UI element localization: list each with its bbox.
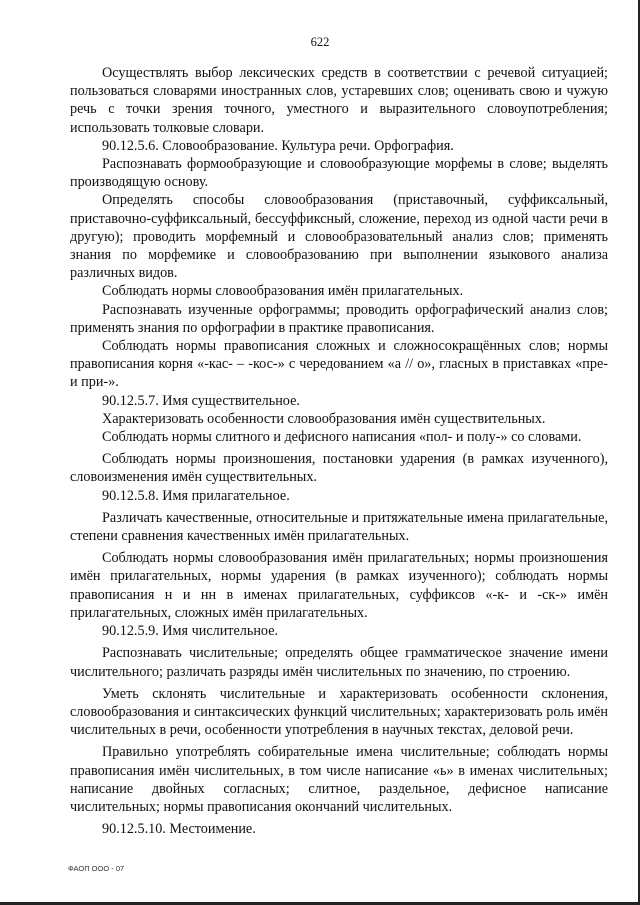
paragraph: Характеризовать особенности словообразования имён существительных. bbox=[102, 410, 546, 427]
paragraph: Различать качественные, относительные и притяжательные имена прилагательные, степени сравнения качественных имён прилагательных. bbox=[70, 509, 608, 545]
document-body bbox=[70, 64, 608, 838]
paragraph: Распознавать числительные; определять общее грамматическое значение имени числительного; различать разряды имён числительных по значению, по строению. bbox=[70, 645, 608, 680]
paragraph: Определять способы словообразования (приставочный, суффиксальный, приставочно-суффиксальный, бессуффиксный, сложение, переход из одной части речи в другую); проводить морфемный и словообразовательный анализ слов; применять знания по морфемике и словообразованию при выполнении языкового анализа различных видов. bbox=[70, 192, 608, 282]
paragraph: Уметь склонять числительные и характеризовать особенности склонения, словообразования и синтаксических функций числительных; характеризовать роль имён числительных в речи, особенности употребления в научных текстах, деловой речи. bbox=[70, 685, 608, 739]
paragraph: Соблюдать нормы произношения, постановки ударения (в рамках изученного), словоизменения имён существительных. bbox=[70, 451, 608, 486]
paragraph: Соблюдать нормы словообразования имён прилагательных; нормы произношения имён прилагательных, нормы ударения (в рамках изученного); соблюдать нормы правописания н и нн в именах прилагательных, суффиксов «-к- и -ск-» имён прилагательных, сложных имён прилагательных. bbox=[70, 550, 608, 621]
document-footer: ФАОП ООО - 07 bbox=[68, 864, 125, 873]
section-heading: 90.12.5.7. Имя существительное. bbox=[102, 392, 300, 409]
section-heading: 90.12.5.9. Имя числительное. bbox=[102, 623, 279, 640]
paragraph: Распознавать формообразующие и словообразующие морфемы в слове; выделять производящую основу. bbox=[70, 156, 608, 191]
paragraph: Правильно употреблять собирательные имена числительные; соблюдать нормы правописания имён числительных, в том числе написание «ь» в именах числительных; написание двойных согласных; слитное, раздельное, дефисное написание числительных; нормы правописания окончаний числительных. bbox=[70, 744, 608, 815]
section-heading: 90.12.5.6. Словообразование. Культура речи. Орфография. bbox=[102, 137, 454, 154]
paragraph: Распознавать изученные орфограммы; проводить орфографический анализ слов; применять знания по орфографии в практике правописания. bbox=[70, 301, 608, 336]
section-heading: 90.12.5.10. Местоимение. bbox=[102, 821, 256, 838]
paragraph: Соблюдать нормы словообразования имён прилагательных. bbox=[102, 283, 464, 300]
section-heading: 90.12.5.8. Имя прилагательное. bbox=[102, 487, 290, 504]
paragraph: Осуществлять выбор лексических средств в соответствии с речевой ситуацией; пользоваться словарями иностранных слов, устаревших слов; оценивать свою и чужую речь с точки зрения точного, уместного и выразительного словоупотребления; использовать толковые словари. bbox=[70, 65, 608, 136]
paragraph: Соблюдать нормы правописания сложных и сложносокращённых слов; нормы правописания корня «-кас- – -кос-» с чередованием «а // о», гласных в приставках «пре- и при-». bbox=[70, 338, 608, 391]
page-number: 622 bbox=[310, 35, 330, 49]
paragraph: Соблюдать нормы слитного и дефисного написания «пол- и полу-» со словами. bbox=[102, 429, 582, 446]
